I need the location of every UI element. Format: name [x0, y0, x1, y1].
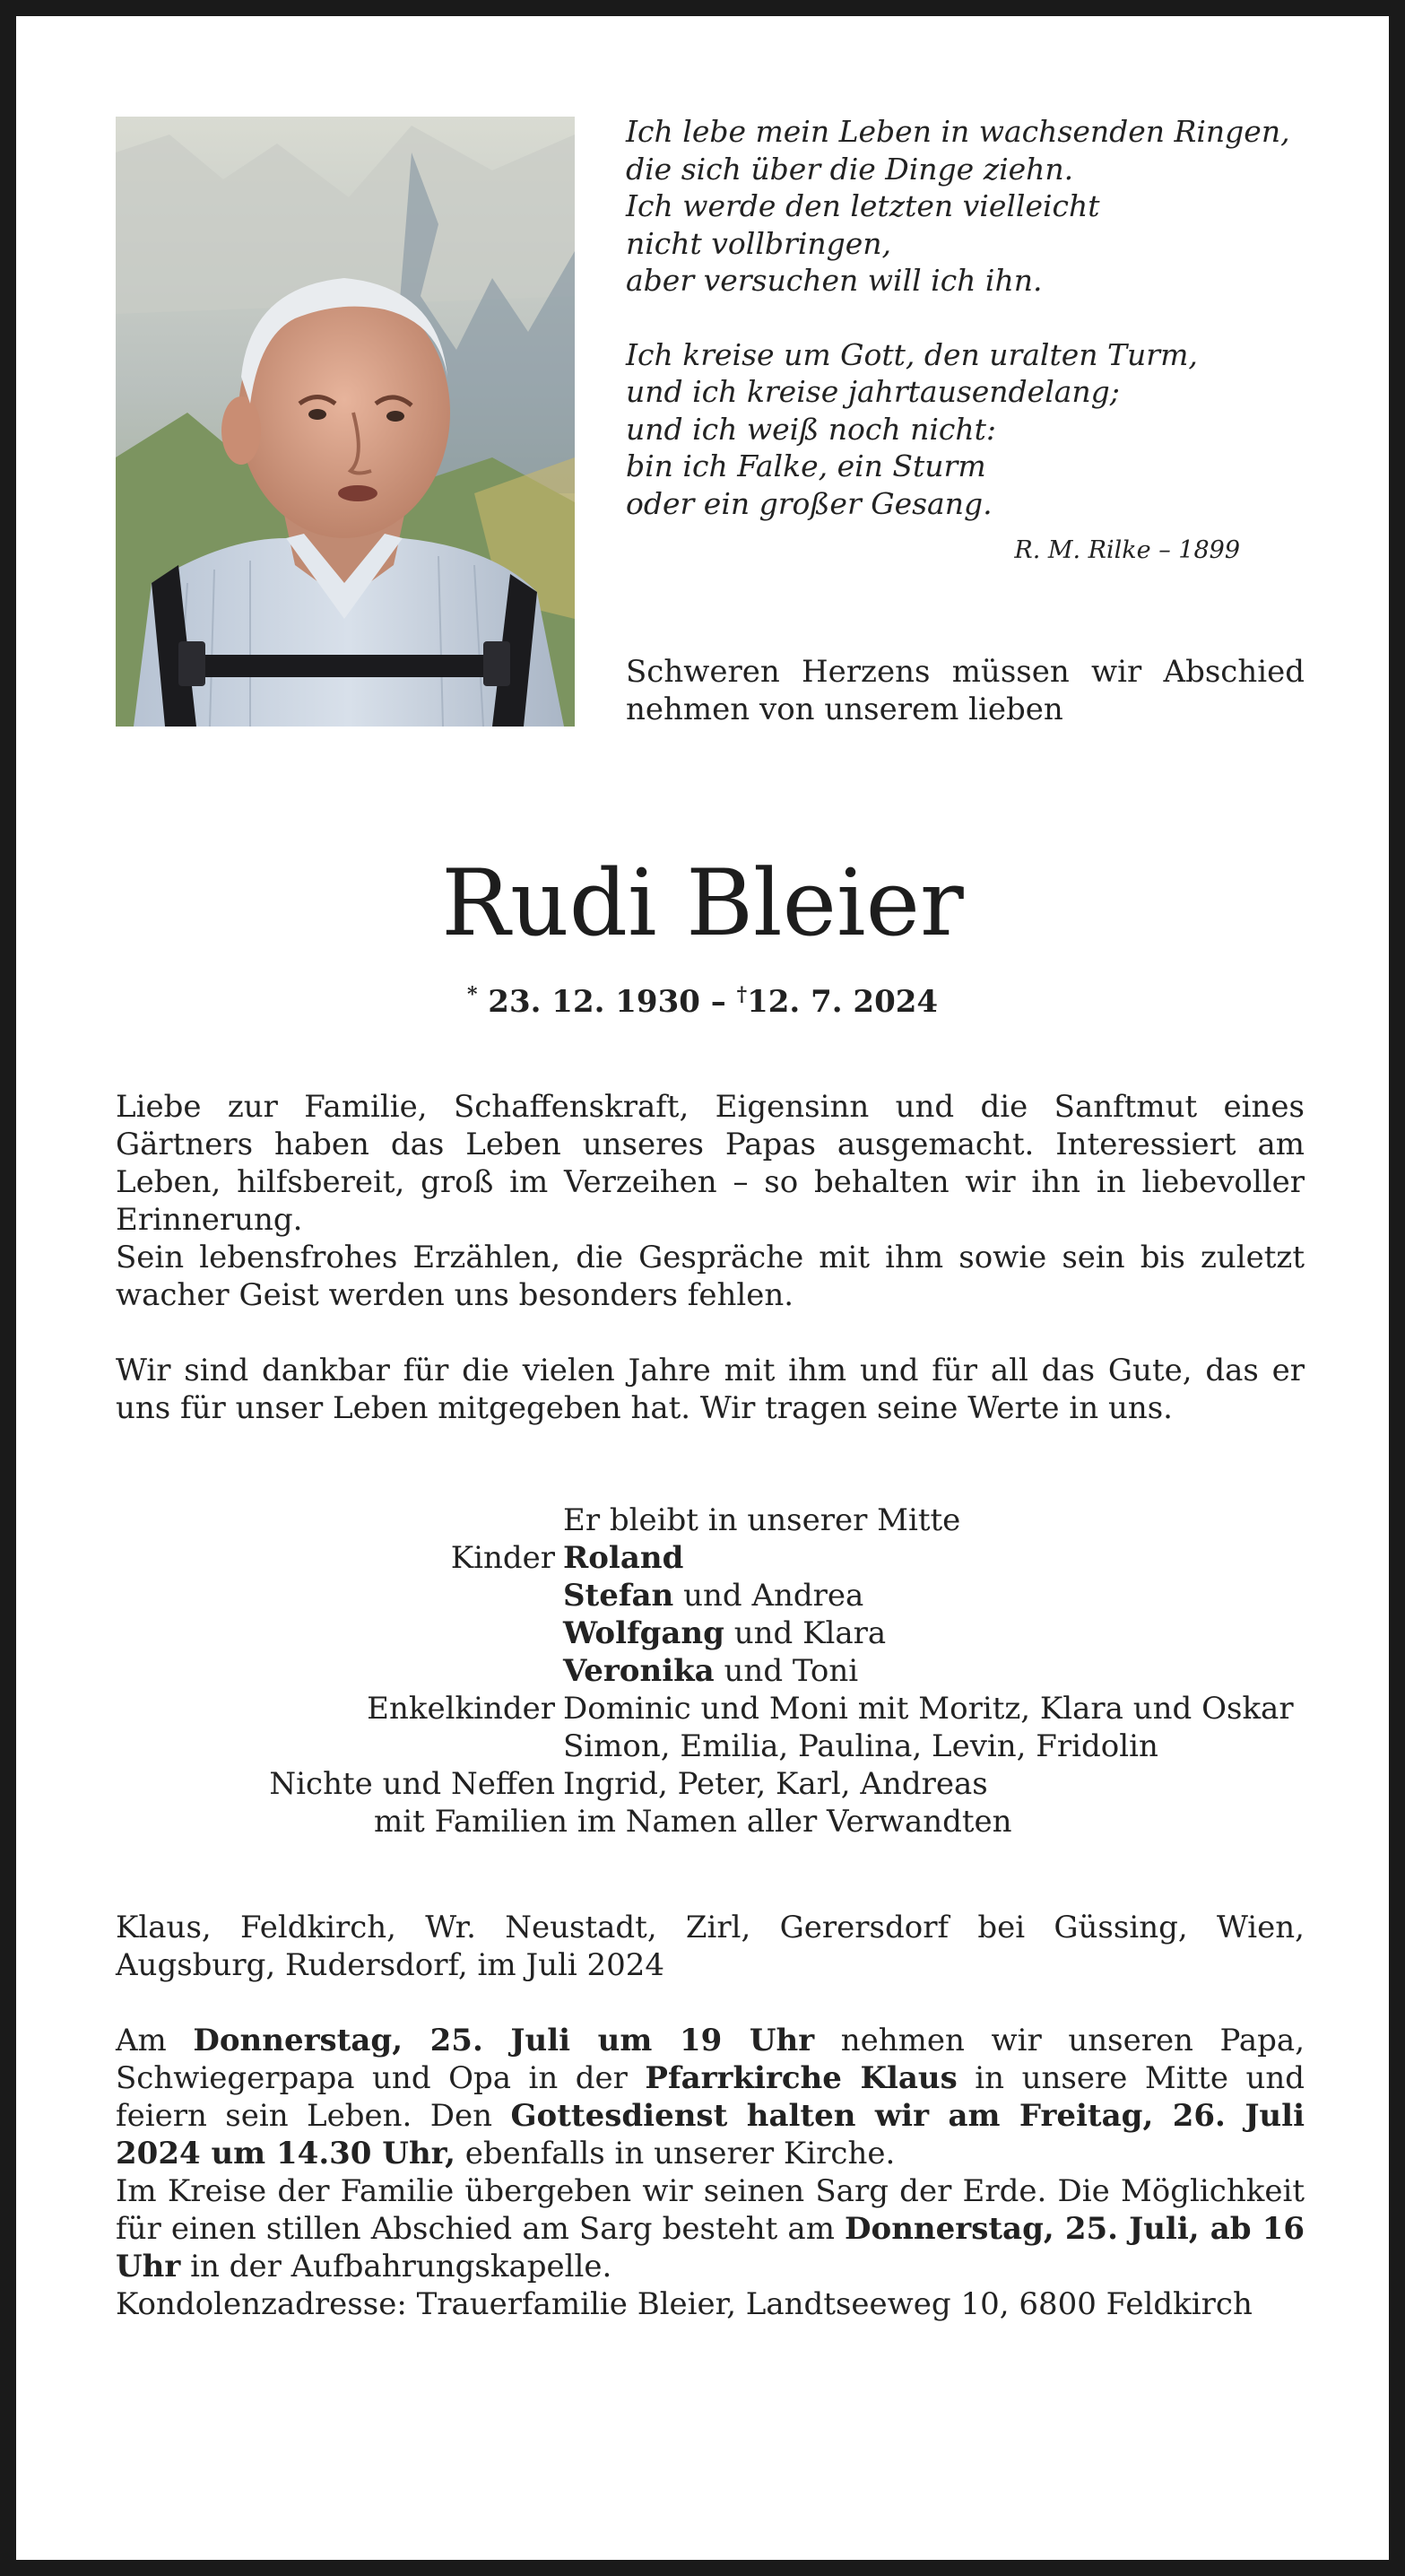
poem-line: oder ein großer Gesang. [626, 485, 993, 521]
child-name: Stefan [563, 1578, 674, 1614]
death-cross-icon: † [736, 983, 748, 1006]
family-row [116, 1577, 1305, 1614]
poem-stanza-1 [626, 113, 1307, 300]
ceremony-text: nehmen wir unseren Papa, Schwiegerpapa und Opa in der [116, 2023, 1305, 2096]
birth-star-icon: * [466, 983, 478, 1006]
poem-stanza-2 [626, 336, 1307, 523]
child-partner: und Toni [714, 1653, 859, 1689]
family-row [116, 1765, 1305, 1803]
poem-line: Ich lebe mein Leben in wachsenden Ringen, [626, 114, 1290, 149]
family-row [116, 1803, 1305, 1841]
ceremony-text: Am [116, 2023, 194, 2058]
intro-text: Schweren Herzens müssen wir Abschied nehmen von unserem lieben [626, 654, 1305, 727]
poem-line: Ich werde den letzten vielleicht [626, 188, 1100, 223]
tribute-paragraph-3: Wir sind dankbar für die vielen Jahre mit ihm und für all das Gute, das er uns für unser Leben mitgegeben hat. Wir tragen seine Werte in uns. [116, 1353, 1305, 1426]
places-date: Klaus, Feldkirch, Wr. Neustadt, Zirl, Gerersdorf bei Güssing, Wien, Augsburg, Rudersdorf, im Juli 2024 [116, 1910, 1305, 1983]
grandchildren-label: Enkelkinder [367, 1691, 555, 1727]
deceased-name: Rudi Bleier [441, 850, 964, 957]
poem-line: und ich weiß noch nicht: [626, 411, 997, 447]
poem-attribution: R. M. Rilke – 1899 [1014, 536, 1240, 564]
death-date: 12. 7. 2024 [747, 984, 939, 1020]
child-name: Wolfgang [563, 1615, 724, 1651]
family-row [116, 1652, 1305, 1690]
poem-line: nicht vollbringen, [626, 225, 892, 261]
birth-date: 23. 12. 1930 [488, 984, 700, 1020]
ceremony-church: Pfarrkirche Klaus [645, 2060, 958, 2096]
ceremony-text: ebenfalls in unserer Kirche. [455, 2136, 896, 2171]
tribute-paragraph-1: Liebe zur Familie, Schaffenskraft, Eigensinn und die Sanftmut eines Gärtners haben das Leben unseres Papas ausgemacht. Interessiert am Leben, hilfsbereit, groß im Verzeihen – so behalten wir ihn in liebevoller Erinnerung. [116, 1089, 1305, 1238]
child-partner: und Klara [724, 1615, 887, 1651]
burial-paragraph [116, 2172, 1305, 2285]
poem-line: Ich kreise um Gott, den uralten Turm, [626, 336, 1198, 372]
ceremony-date: Donnerstag, 25. Juli um 19 Uhr [193, 2023, 815, 2058]
grandchildren-line: Dominic und Moni mit Moritz, Klara und Oskar [563, 1691, 1294, 1727]
life-dates [16, 976, 1389, 1021]
family-heading: Er bleibt in unserer Mitte [563, 1502, 961, 1538]
poem-line: die sich über die Dinge ziehn. [626, 151, 1074, 187]
family-list [116, 1539, 1305, 1841]
grandchildren-line: Simon, Emilia, Paulina, Levin, Fridolin [563, 1728, 1158, 1764]
children-label: Kinder [450, 1540, 555, 1576]
family-row [116, 1539, 1305, 1577]
nieces-names: Ingrid, Peter, Karl, Andreas [563, 1766, 988, 1802]
child-name: Roland [563, 1540, 684, 1576]
viewing-date: Donnerstag, 25. Juli, ab 16 Uhr [116, 2211, 1305, 2284]
poem [626, 113, 1307, 522]
child-partner: und Andrea [673, 1578, 864, 1614]
condolence-address: Kondolenzadresse: Trauerfamilie Bleier, Landtseeweg 10, 6800 Feldkirch [116, 2286, 1253, 2322]
family-closing: mit Familien im Namen aller Verwandten [374, 1804, 1012, 1840]
family-row [116, 1727, 1305, 1765]
poem-line: bin ich Falke, ein Sturm [626, 448, 986, 483]
child-name: Veronika [563, 1653, 715, 1689]
ceremony-text: in unsere Mitte und feiern sein Leben. Den [116, 2060, 1305, 2134]
portrait-image [116, 117, 575, 727]
mass-date: Gottesdienst halten wir am Freitag, 26. Juli 2024 um 14.30 Uhr, [116, 2098, 1305, 2171]
portrait-photo [116, 117, 575, 727]
ceremony-paragraph [116, 2022, 1305, 2172]
burial-text: in der Aufbahrungskapelle. [180, 2249, 612, 2284]
nieces-label: Nichte und Neffen [269, 1766, 555, 1802]
obituary-page [16, 16, 1389, 2560]
tribute-paragraph-2: Sein lebensfrohes Erzählen, die Gespräche mit ihm sowie sein bis zuletzt wacher Geist werden uns besonders fehlen. [116, 1240, 1305, 1313]
family-row [116, 1690, 1305, 1727]
family-row [116, 1614, 1305, 1652]
burial-text: Im Kreise der Familie übergeben wir seinen Sarg der Erde. Die Möglichkeit für einen stillen Abschied am Sarg besteht am [116, 2173, 1305, 2247]
date-separator: – [710, 984, 726, 1020]
poem-line: und ich kreise jahrtausendelang; [626, 374, 1120, 409]
poem-line: aber versuchen will ich ihn. [626, 263, 1043, 298]
